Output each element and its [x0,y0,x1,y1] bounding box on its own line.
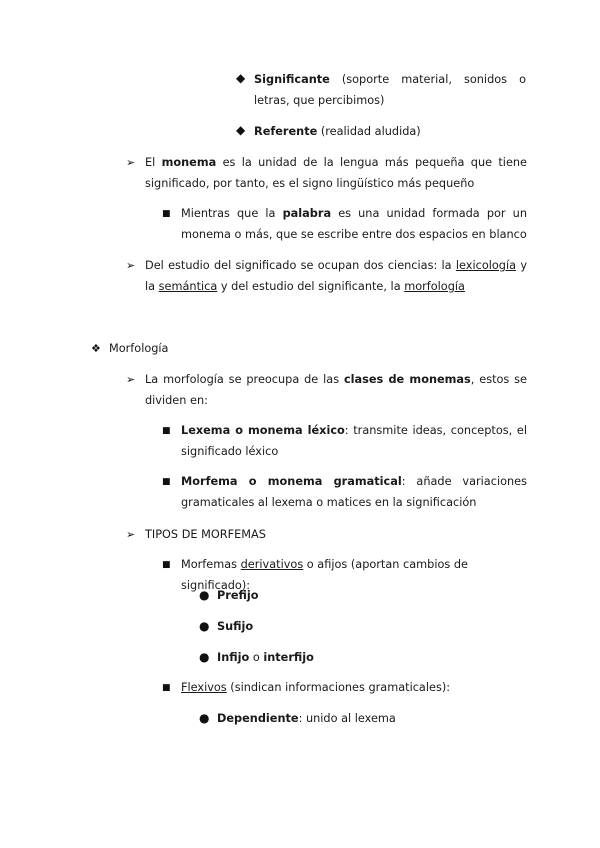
term-prefijo: Prefijo [217,589,259,602]
diamond-bullet-icon: ◆ [236,123,246,137]
text: (sindican informaciones gramaticales): [226,681,451,694]
term-interfijo: interfijo [263,651,314,664]
arrow-bullet-icon: ➢ [126,373,136,386]
section-title-morfologia: Morfología [109,342,169,355]
term-clases: clases de monemas [343,373,471,386]
link-morfologia[interactable]: morfología [404,280,465,293]
list-item-dependiente [217,708,396,729]
list-item-lexema [181,420,527,462]
term-morfema: Morfema o monema gramatical [181,475,402,488]
list-item-estudio [145,255,527,297]
text: La morfología se preocupa de las [145,373,344,386]
term-palabra: palabra [282,207,332,220]
text: es la unidad de la lengua más pequeña que tiene significado, por tanto, es el signo lingüístico más pequeño [145,156,528,190]
text: y del estudio del significante, la [217,280,405,293]
square-bullet-icon: ■ [162,209,171,219]
text: Mientras que la [181,207,283,220]
dot-bullet-icon: ● [199,650,210,664]
list-item-significante [254,69,526,111]
arrow-bullet-icon: ➢ [126,156,136,169]
list-item-sufijo [217,616,253,637]
list-item-referente [254,121,526,142]
square-bullet-icon: ■ [162,426,171,436]
term-significante: Significante [254,73,330,86]
text: , estos se dividen en: [145,373,528,407]
link-flexivos[interactable]: Flexivos [181,681,227,694]
list-item-morfema [181,471,527,513]
text: es una unidad formada por un monema o más, que se escribe entre dos espacios en blanco [181,207,527,241]
desc-significante: (soporte material, sonidos o letras, que percibimos) [254,73,526,107]
link-derivativos[interactable]: derivativos [240,558,304,571]
term-referente: Referente [254,125,318,138]
text: y la [145,259,527,293]
text: : transmite ideas, conceptos, el significado léxico [181,424,527,458]
dot-bullet-icon: ● [199,711,210,725]
square-bullet-icon: ■ [162,477,171,487]
square-bullet-icon: ■ [162,683,171,693]
arrow-bullet-icon: ➢ [126,259,136,272]
link-lexicologia[interactable]: lexicología [455,259,517,272]
arrow-bullet-icon: ➢ [126,528,136,541]
text: o [249,651,264,664]
list-item-clases [145,369,527,411]
link-semantica[interactable]: semántica [158,280,218,293]
list-item-infijo [217,647,314,668]
text: : añade variaciones gramaticales al lexema o matices en la significación [181,475,527,509]
list-item-monema [145,152,527,194]
term-infijo: Infijo [217,651,250,664]
square-bullet-icon: ■ [162,560,171,570]
term-lexema: Lexema o monema léxico [181,424,345,437]
list-item-flexivos [181,677,527,698]
term-dependiente: Dependiente [217,712,299,725]
diamond-bullet-icon: ◆ [236,71,246,85]
text: El [145,156,162,169]
list-item-prefijo [217,585,259,606]
fleur-bullet-icon: ❖ [91,342,101,355]
term-sufijo: Sufijo [217,620,254,633]
text: o afijos (aportan cambios de significado): [181,558,468,592]
text: : unido al lexema [298,712,396,725]
text: Morfemas [181,558,241,571]
dot-bullet-icon: ● [199,588,210,602]
desc-referente: (realidad aludida) [317,125,421,138]
list-item-palabra [181,203,527,245]
text: Del estudio del significado se ocupan dos ciencias: la [145,259,456,272]
term-monema: monema [161,156,217,169]
list-item-tipos: TIPOS DE MORFEMAS [145,528,266,541]
dot-bullet-icon: ● [199,619,210,633]
